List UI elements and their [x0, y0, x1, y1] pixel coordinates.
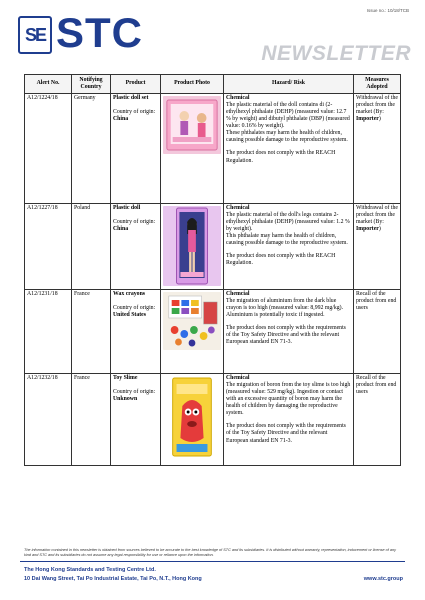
- table-row: [25, 290, 401, 374]
- hazard-text: Aluminium is potentially toxic if ingested.: [226, 312, 325, 319]
- photo-cell: [161, 94, 224, 204]
- origin-label: Country of origin:: [113, 389, 156, 396]
- toy-slime-photo: [163, 376, 221, 458]
- measures-by: Importer: [356, 226, 379, 233]
- col-header-hazard: Hazard/ Risk: [224, 75, 354, 94]
- table-row: [25, 204, 401, 290]
- alert-number: A12/1232/18: [25, 374, 72, 466]
- origin-label: Country of origin:: [113, 305, 156, 312]
- origin-value: Unknown: [113, 396, 138, 403]
- notifying-country: France: [72, 290, 111, 374]
- logo-monogram: SE: [24, 24, 45, 45]
- measures-text: Withdrawal of the product from the market (By:: [356, 95, 398, 116]
- disclaimer-text: The information contained in this newsletter is obtained from sources believed to be accurate to the best knowledge of STC and its subsidiaries. It is distributed without warranty, representation, inducement or license of any kind and STC and its subsidiaries do not assume any legal responsibility for use or reliance upon the information.: [24, 548, 397, 557]
- compliance-text: The product does not comply with the REACH Regulation.: [226, 253, 336, 267]
- hazard-text: These phthalates may harm the health of children, causing possible damage to the reproductive system.: [226, 130, 348, 144]
- compliance-text: The product does not comply with the requirements of the Toy Safety Directive and with the relevant European standard EN 71-3.: [226, 325, 346, 346]
- hazard-text: The migration of aluminium from the dark blue crayon is too high (measured value: 8,992 mg/kg).: [226, 298, 344, 312]
- notifying-country: France: [72, 374, 111, 466]
- notifying-country: Poland: [72, 204, 111, 290]
- hazard-title: Chemical: [226, 95, 250, 101]
- product-name: Plastic doll set: [113, 95, 149, 101]
- photo-cell: [161, 374, 224, 466]
- compliance-text: The product does not comply with the requirements of the Toy Safety Directive and the relevant European standard EN 71-3.: [226, 423, 346, 444]
- origin-label: Country of origin:: [113, 219, 156, 226]
- origin-value: China: [113, 226, 129, 233]
- col-header-product: Product: [111, 75, 161, 94]
- measures-text: Recall of the product from end users: [356, 375, 397, 396]
- origin-value: China: [113, 116, 129, 123]
- table-row: [25, 94, 401, 204]
- alert-number: A12/1231/18: [25, 290, 72, 374]
- col-header-country: Notifying Country: [72, 75, 111, 94]
- wax-crayons-photo: [163, 292, 221, 350]
- product-name: Plastic doll: [113, 205, 141, 211]
- table-header-row: [25, 75, 401, 94]
- stc-logo-mark: [18, 16, 52, 54]
- doll-box-photo: [163, 206, 221, 286]
- recall-alerts-table: [24, 74, 401, 466]
- hazard-cell: [224, 374, 354, 466]
- issue-number: Issue no.: 10/18/TCB: [366, 8, 409, 13]
- page-header: [0, 0, 425, 70]
- hazard-cell: [224, 290, 354, 374]
- origin-value: United States: [113, 312, 147, 319]
- measures-cell: [354, 204, 401, 290]
- table-row: [25, 374, 401, 466]
- product-name: Toy Slime: [113, 375, 138, 381]
- hazard-cell: [224, 204, 354, 290]
- hazard-title: Chemical: [226, 375, 250, 381]
- company-address: 10 Dai Wang Street, Tai Po Industrial Estate, Tai Po, N.T., Hong Kong: [24, 576, 202, 582]
- hazard-text: The plastic material of the doll contains di (2-ethylhexyl phthalate (DEHP) (measured value: 12.7 % by weight) and dibutyl phthalate (DBP) (measured value: 0.16% by weight).: [226, 102, 350, 130]
- measures-end: ): [378, 226, 381, 233]
- hazard-text: This phthalate may harm the health of children, causing possible damage to the reproductive system.: [226, 233, 348, 247]
- hazard-title: Chemcial: [226, 291, 250, 297]
- measures-by: Importer: [356, 116, 379, 123]
- measures-cell: [354, 374, 401, 466]
- product-cell: [111, 290, 161, 374]
- col-header-alert: Alert No.: [25, 75, 72, 94]
- product-name: Wax crayons: [113, 291, 146, 297]
- measures-cell: [354, 94, 401, 204]
- measures-text: Recall of the product from end users: [356, 291, 397, 312]
- hazard-title: Chemical: [226, 205, 250, 211]
- product-cell: [111, 94, 161, 204]
- brand-name: STC: [56, 9, 143, 56]
- photo-cell: [161, 290, 224, 374]
- hazard-text: The plastic material of the doll's legs contains 2-ethylhexyl phthalate (DEHP) (measured value: 1.2 % by weight).: [226, 212, 350, 233]
- hazard-text: The migration of boron from the toy slime is too high (measured value: 529 mg/kg). Ingestion or contact with an excessive quantity of boron may harm the health of children by damaging the reproductive system.: [226, 382, 351, 417]
- product-cell: [111, 204, 161, 290]
- alert-number: A12/1224/18: [25, 94, 72, 204]
- company-name: The Hong Kong Standards and Testing Centre Ltd.: [24, 567, 156, 573]
- alert-number: A12/1227/18: [25, 204, 72, 290]
- hazard-cell: [224, 94, 354, 204]
- product-cell: [111, 374, 161, 466]
- measures-text: Withdrawal of the product from the market (By:: [356, 205, 398, 226]
- website-link[interactable]: www.stc.group: [363, 576, 403, 582]
- col-header-measures: Measures Adopted: [354, 75, 401, 94]
- notifying-country: Germany: [72, 94, 111, 204]
- doll-set-photo: [163, 96, 221, 154]
- origin-label: Country of origin:: [113, 109, 156, 116]
- photo-cell: [161, 204, 224, 290]
- compliance-text: The product does not comply with the REACH Regulation.: [226, 150, 336, 164]
- measures-end: ): [378, 116, 381, 123]
- col-header-photo: Product Photo: [161, 75, 224, 94]
- footer-divider: [20, 561, 405, 562]
- measures-cell: [354, 290, 401, 374]
- newsletter-title: NEWSLETTER: [261, 42, 411, 65]
